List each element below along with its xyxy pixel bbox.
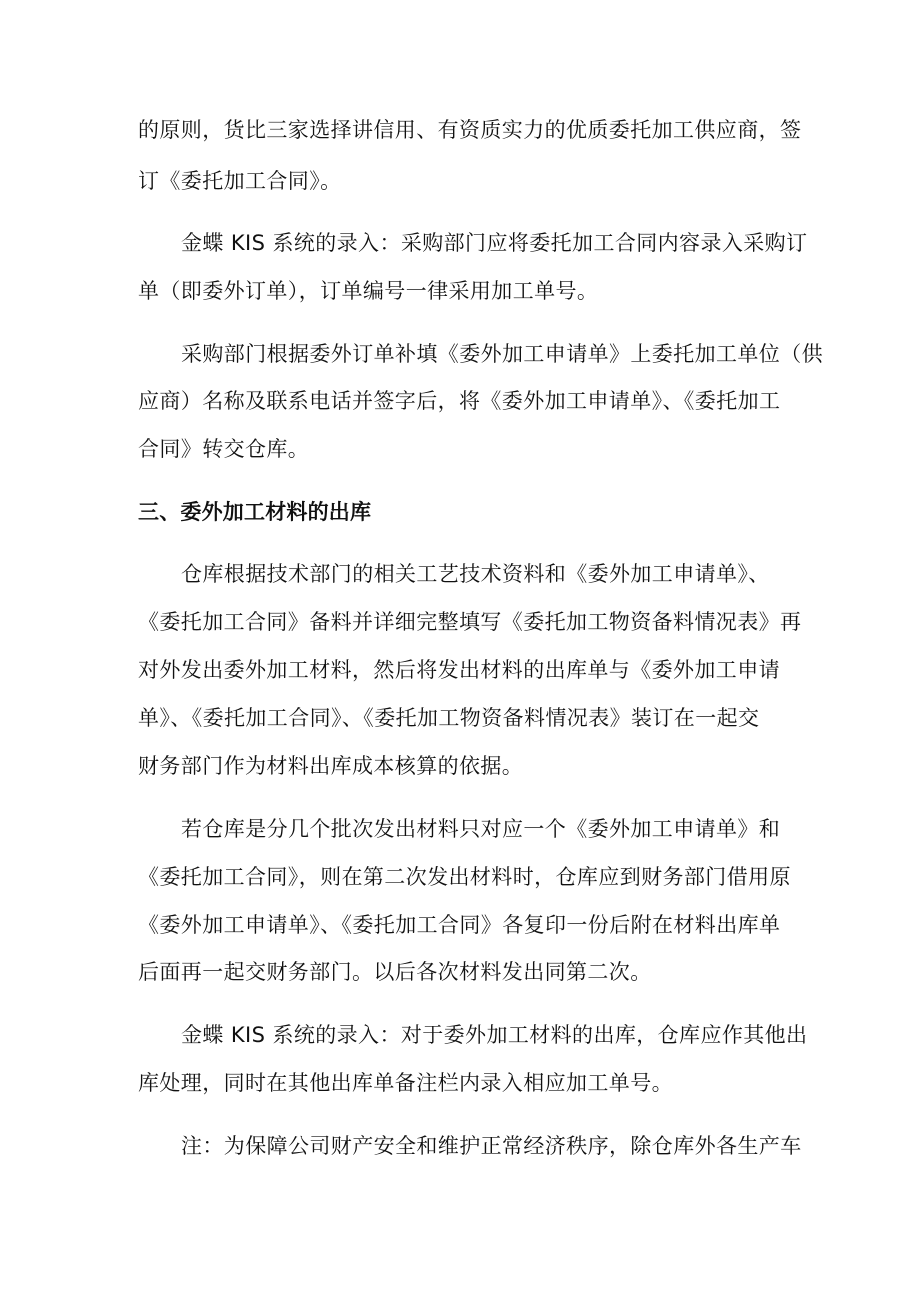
text-line: 的原则，货比三家选择讲信用、有资质实力的优质委托加工供应商，签 bbox=[138, 118, 802, 142]
text-line: 《委托加工合同》，则在第二次发出材料时，仓库应到财务部门借用原 bbox=[138, 865, 791, 889]
text-line: 应商）名称及联系电话并签字后，将《委外加工申请单》、《委托加工 bbox=[138, 389, 781, 413]
text-line: 财务部门作为材料出库成本核算的依据。 bbox=[138, 754, 524, 778]
text-line: 《委托加工合同》备料并详细完整填写《委托加工物资备料情况表》再 bbox=[138, 610, 802, 634]
text-line: 金蝶 KIS 系统的录入：采购部门应将委托加工合同内容录入采购订 bbox=[181, 231, 808, 255]
text-line: 注：为保障公司财产安全和维护正常经济秩序，除仓库外各生产车 bbox=[181, 1134, 802, 1158]
text-line: 合同》转交仓库。 bbox=[138, 437, 310, 461]
text-line: 金蝶 KIS 系统的录入：对于委外加工材料的出库，仓库应作其他出 bbox=[181, 1023, 808, 1047]
text-line: 仓库根据技术部门的相关工艺技术资料和《委外加工申请单》、 bbox=[181, 562, 770, 586]
text-line: 若仓库是分几个批次发出材料只对应一个《委外加工申请单》和 bbox=[181, 817, 781, 841]
text-line: 后面再一起交财务部门。以后各次材料发出同第二次。 bbox=[138, 960, 652, 984]
text-line: 对外发出委外加工材料，然后将发出材料的出库单与《委外加工申请 bbox=[138, 658, 780, 682]
text-line: 单》、《委托加工合同》、《委托加工物资备料情况表》装订在一起交 bbox=[138, 706, 760, 730]
text-line: 采购部门根据委外订单补填《委外加工申请单》上委托加工单位（供 bbox=[181, 342, 823, 366]
text-line: 《委外加工申请单》、《委托加工合同》各复印一份后附在材料出库单 bbox=[138, 913, 781, 937]
text-line: 单（即委外订单），订单编号一律采用加工单号。 bbox=[138, 279, 599, 303]
text-line: 订《委托加工合同》。 bbox=[138, 169, 342, 193]
text-line: 库处理，同时在其他出库单备注栏内录入相应加工单号。 bbox=[138, 1071, 673, 1095]
section-heading: 三、委外加工材料的出库 bbox=[138, 500, 372, 524]
